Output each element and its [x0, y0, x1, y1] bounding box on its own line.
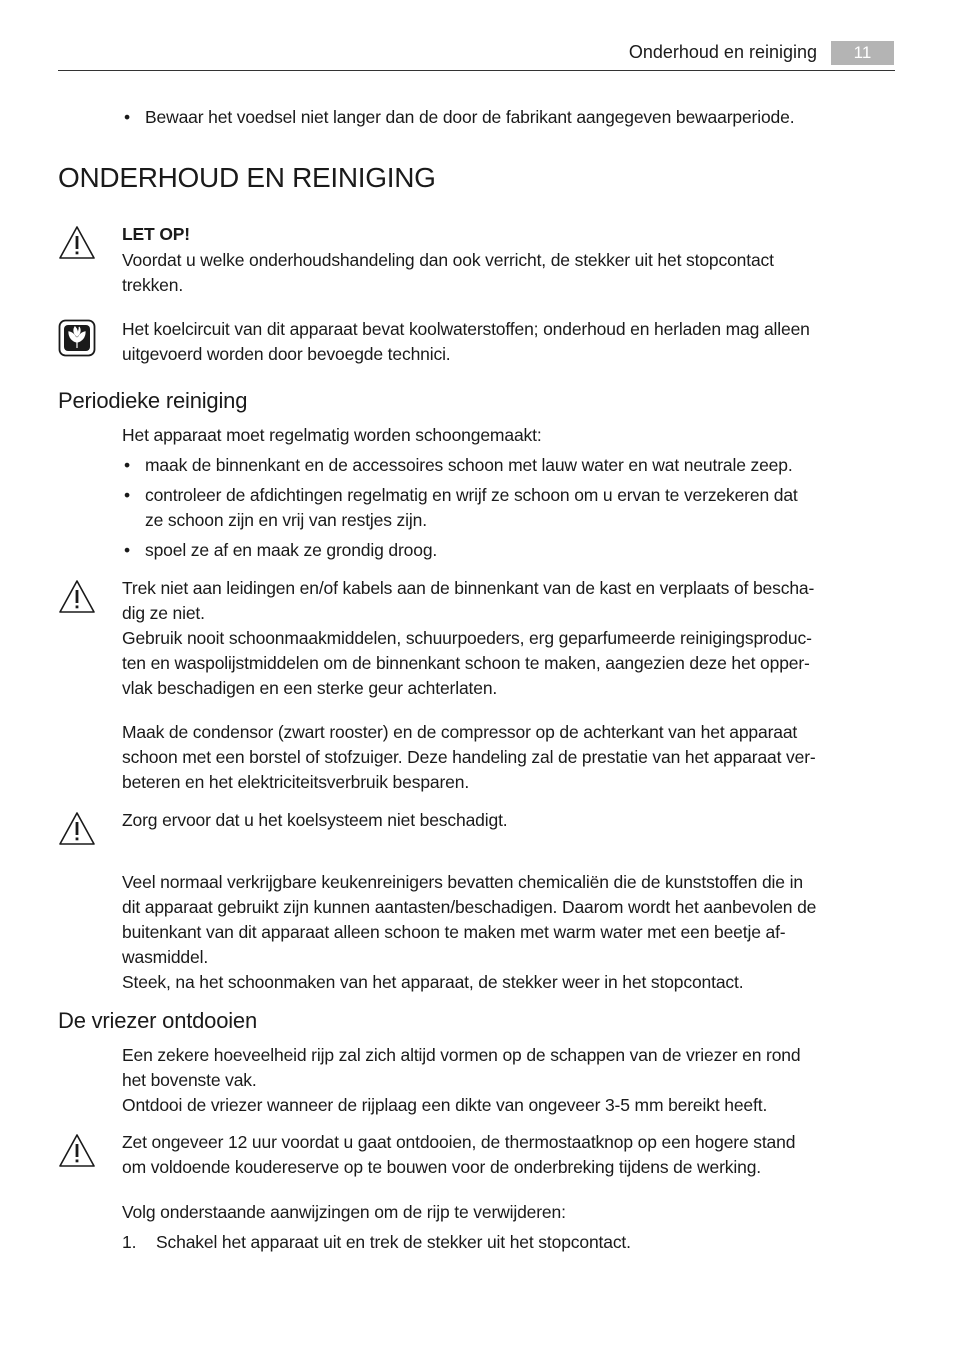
bullet-marker: • [124, 540, 131, 560]
warning-text-line: Trek niet aan leidingen en/of kabels aan de binnenkant van de kast en verplaats of bescha- [122, 578, 815, 598]
bullet-marker: • [124, 455, 131, 475]
paragraph-line: wasmiddel. [122, 947, 209, 967]
paragraph-line: buitenkant van dit apparaat alleen schoon te maken met warm water met een beetje af- [122, 922, 786, 942]
bullet-marker: • [124, 485, 131, 505]
intro-bullet-text: Bewaar het voedsel niet langer dan de door de fabrikant aangegeven bewaarperiode. [145, 107, 795, 127]
warning-triangle-icon [58, 1132, 96, 1170]
periodic-intro: Het apparaat moet regelmatig worden schoongemaakt: [122, 425, 542, 445]
paragraph-line: het bovenste vak. [122, 1070, 257, 1090]
section-heading-periodic: Periodieke reiniging [58, 388, 248, 413]
paragraph-line: Maak de condensor (zwart rooster) en de compressor op de achterkant van het apparaat [122, 722, 798, 742]
warning-text-line: Voordat u welke onderhoudshandeling dan ook verricht, de stekker uit het stopcontact [122, 250, 774, 270]
paragraph-line: beteren en het elektriciteitsverbruik besparen. [122, 772, 470, 792]
warning-triangle-icon [58, 578, 96, 616]
warning-text-line: dig ze niet. [122, 603, 205, 623]
paragraph-line: Ontdooi de vriezer wanneer de rijplaag een dikte van ongeveer 3-5 mm bereikt heeft. [122, 1095, 768, 1115]
step-text: Schakel het apparaat uit en trek de stekker uit het stopcontact. [156, 1232, 631, 1252]
warning-text-line: om voldoende koudereserve op te bouwen voor de onderbreking tijdens de werking. [122, 1157, 761, 1177]
warning-text-line: Gebruik nooit schoonmaakmiddelen, schuurpoeders, erg geparfumeerde reinigingsproduc- [122, 628, 812, 648]
warning-text-line: Zorg ervoor dat u het koelsysteem niet beschadigt. [122, 810, 508, 830]
step-number: 1. [122, 1232, 137, 1252]
env-note-line: uitgevoerd worden door bevoegde technici. [122, 344, 451, 364]
list-item: maak de binnenkant en de accessoires schoon met lauw water en wat neutrale zeep. [145, 455, 793, 475]
header-rule [58, 70, 895, 71]
paragraph-line: Steek, na het schoonmaken van het apparaat, de stekker weer in het stopcontact. [122, 972, 744, 992]
warning-triangle-icon [58, 224, 96, 262]
paragraph-line: Veel normaal verkrijgbare keukenreinigers bevatten chemicaliën die de kunststoffen die in [122, 872, 803, 892]
warning-text-line: trekken. [122, 275, 184, 295]
warning-title: LET OP! [122, 224, 190, 244]
bullet-marker: • [124, 107, 131, 127]
paragraph-line: dit apparaat gebruikt zijn kunnen aantasten/beschadigen. Daarom wordt het aanbevolen de [122, 897, 817, 917]
list-item-continued: ze schoon zijn en vrij van restjes zijn. [145, 510, 427, 530]
paragraph-line: Een zekere hoeveelheid rijp zal zich altijd vormen op de schappen van de vriezer en rond [122, 1045, 801, 1065]
running-header-title: Onderhoud en reiniging [628, 42, 817, 62]
page-title: ONDERHOUD EN REINIGING [58, 162, 436, 193]
warning-text-line: ten en waspolijstmiddelen om de binnenkant schoon te maken, aangezien deze het opper- [122, 653, 810, 673]
env-note-line: Het koelcircuit van dit apparaat bevat koolwaterstoffen; onderhoud en herladen mag alleen [122, 319, 810, 339]
steps-intro: Volg onderstaande aanwijzingen om de rijp te verwijderen: [122, 1202, 566, 1222]
paragraph-line: schoon met een borstel of stofzuiger. Deze handeling zal de prestatie van het apparaat ver- [122, 747, 816, 767]
list-item: controleer de afdichtingen regelmatig en wrijf ze schoon om u ervan te verzekeren dat [145, 485, 798, 505]
warning-triangle-icon [58, 810, 96, 848]
environment-icon [58, 319, 96, 357]
list-item: spoel ze af en maak ze grondig droog. [145, 540, 438, 560]
page-number: 11 [831, 41, 894, 65]
warning-text-line: vlak beschadigen en een sterke geur achterlaten. [122, 678, 498, 698]
section-heading-defrost: De vriezer ontdooien [58, 1008, 258, 1033]
warning-text-line: Zet ongeveer 12 uur voordat u gaat ontdooien, de thermostaatknop op een hogere stand [122, 1132, 796, 1152]
